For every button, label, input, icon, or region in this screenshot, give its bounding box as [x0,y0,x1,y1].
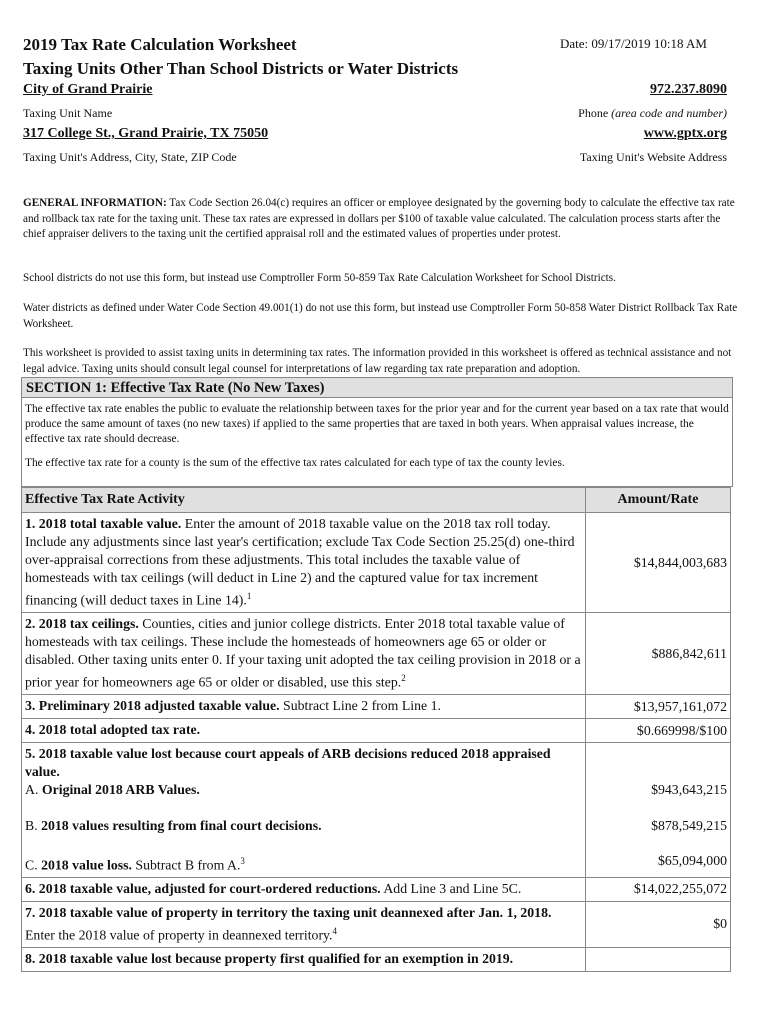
water-districts-note: Water districts as defined under Water Code Section 49.001(1) do not use this form, but instead use Comptroller Form 50-858 Water District Rollback Tax Rate Worksheet. [23,302,738,330]
sub-line-c [25,852,582,875]
section-1-intro [22,398,732,486]
line-amount [586,947,731,971]
line-amount: $65,094,000 [658,853,727,868]
line-title: 2. 2018 tax ceilings. [25,616,139,631]
taxing-unit-name-label: Taxing Unit Name [23,106,113,120]
sub-line-a [25,781,582,799]
section-1 [21,377,733,487]
line-title: 6. 2018 taxable value, adjusted for court-ordered reductions. [25,880,381,896]
line-text: Subtract Line 2 from Line 1. [279,698,441,713]
footnote-ref: 4 [332,925,338,936]
line-title: 3. Preliminary 2018 adjusted taxable value. [25,698,280,713]
section-1-county-note: The effective tax rate for a county is the sum of the effective tax rates calculated for each type of tax the county levies. [25,457,565,469]
website-address: www.gptx.org [643,126,727,141]
line-amount: $886,842,611 [586,613,731,695]
line-text: Add Line 3 and Line 5C. [380,880,522,896]
line-description [22,947,586,971]
line-text: Enter the amount of 2018 taxable value on the 2018 tax roll today. Include any adjustments since last year's certification; exclude Tax Code Section 25.25(d) one-third over-appraisal corrections from these adjustments. This total includes the taxable value of homesteads with tax ceilings (will deduct in Line 2) and the captured value for tax increment financing (will deduct taxes in Line 14). [25,516,575,608]
line-description [22,901,586,947]
sub-line-title: 2018 values resulting from final court decisions. [41,818,322,833]
line-amount: $0 [586,901,731,947]
line-amount: $14,022,255,072 [586,877,731,901]
line-title: 5. 2018 taxable value lost because court appeals of ARB decisions reduced 2018 appraised value. [25,746,551,779]
table-row [22,947,731,971]
section-1-title: SECTION 1: Effective Tax Rate (No New Taxes) [22,378,732,398]
general-info-paragraph [23,196,741,243]
line-description [22,719,586,743]
taxing-unit-name: City of Grand Prairie [23,82,153,97]
effective-tax-rate-table [21,487,731,972]
line-amount: $13,957,161,072 [586,695,731,719]
phone-label-hint: (area code and number) [611,106,727,120]
line-title: 7. 2018 taxable value of property in territory the taxing unit deannexed after Jan. 1, 2018. [25,904,552,920]
line-title: 1. 2018 total taxable value. [25,516,182,531]
phone-label-text: Phone [578,106,612,120]
sub-line-prefix: A. [25,782,42,797]
header [23,34,458,80]
worksheet-disclaimer: This worksheet is provided to assist taxing units in determining tax rates. The information provided in this worksheet is offered as technical assistance and not legal advice. Taxing units should consult legal counsel for interpretations of law regarding tax rate preparation and adoption. [23,347,732,375]
table-row [22,877,731,901]
taxing-unit-address: 317 College St., Grand Prairie, TX 75050 [23,126,269,141]
line-amount: $0.669998/$100 [586,719,731,743]
sub-line-b [25,817,582,835]
sub-line-prefix: C. [25,857,42,873]
line-description [22,743,586,878]
column-header-amount: Amount/Rate [586,488,731,513]
table-header-row [22,488,731,513]
footnote-ref: 2 [401,673,406,683]
line-text: Counties, cities and junior college districts. Enter 2018 total taxable value of homesteads with tax ceilings. These include the homesteads of homeowners age 65 or older or disabled. Other taxing units enter 0. If your taxing unit adopted the tax ceiling provision in 2018 or a prior year for homeowners age 65 or older or disabled, use this step. [25,616,581,690]
line-amount: $943,643,215 [651,782,727,797]
line-description [22,695,586,719]
column-header-activity: Effective Tax Rate Activity [22,488,586,513]
sub-line-text: Subtract B from A. [131,857,241,873]
table-row [22,613,731,695]
line-amount: $14,844,003,683 [586,513,731,613]
line-description [22,513,586,613]
footnote-ref: 1 [246,591,252,601]
worksheet-title: 2019 Tax Rate Calculation Worksheet [23,35,297,54]
line-title: 8. 2018 taxable value lost because property first qualified for an exemption in 2019. [25,950,514,966]
school-districts-note: School districts do not use this form, but instead use Comptroller Form 50-859 Tax Rate Calculation Worksheet for School Districts. [23,272,616,284]
worksheet-subtitle: Taxing Units Other Than School Districts or Water Districts [23,59,459,78]
line-title: 4. 2018 total adopted tax rate. [25,722,201,737]
general-info-text: Tax Code Section 26.04(c) requires an officer or employee designated by the governing body to calculate the effective tax rate and rollback tax rate for the taxing unit. These tax rates are expressed in dollars per $100 of taxable value calculated. The calculation process starts after the chief appraiser delivers to the taxing unit the certified appraisal roll and the estimated values of properties under protest. [23,197,735,240]
table-row [22,719,731,743]
line-description [22,877,586,901]
phone-label [578,106,727,121]
line-description [22,613,586,695]
sub-line-prefix: B. [25,818,42,833]
table-row [22,513,731,613]
table-row [22,743,731,878]
line-text: Enter the 2018 value of property in deannexed territory. [25,927,333,943]
footnote-ref: 3 [240,856,245,866]
section-1-paragraph: The effective tax rate enables the public to evaluate the relationship between taxes for the prior year and for the current year based on a tax rate that would produce the same amount of taxes (no new taxes) if applied to the same properties that are taxed in both years. When appraisal values increase, the effective tax rate should decrease. [25,403,729,445]
phone-number: 972.237.8090 [650,82,727,97]
general-info-lead: GENERAL INFORMATION: [23,197,167,209]
taxing-unit-address-label: Taxing Unit's Address, City, State, ZIP Code [23,150,237,164]
table-row [22,901,731,947]
table-row [22,695,731,719]
line-5-amounts [586,743,731,878]
sub-line-title: Original 2018 ARB Values. [41,782,200,797]
website-label: Taxing Unit's Website Address [579,150,727,164]
sub-line-title: 2018 value loss. [41,857,132,873]
line-amount: $878,549,215 [651,818,727,833]
date-stamp: Date: 09/17/2019 10:18 AM [560,36,707,51]
